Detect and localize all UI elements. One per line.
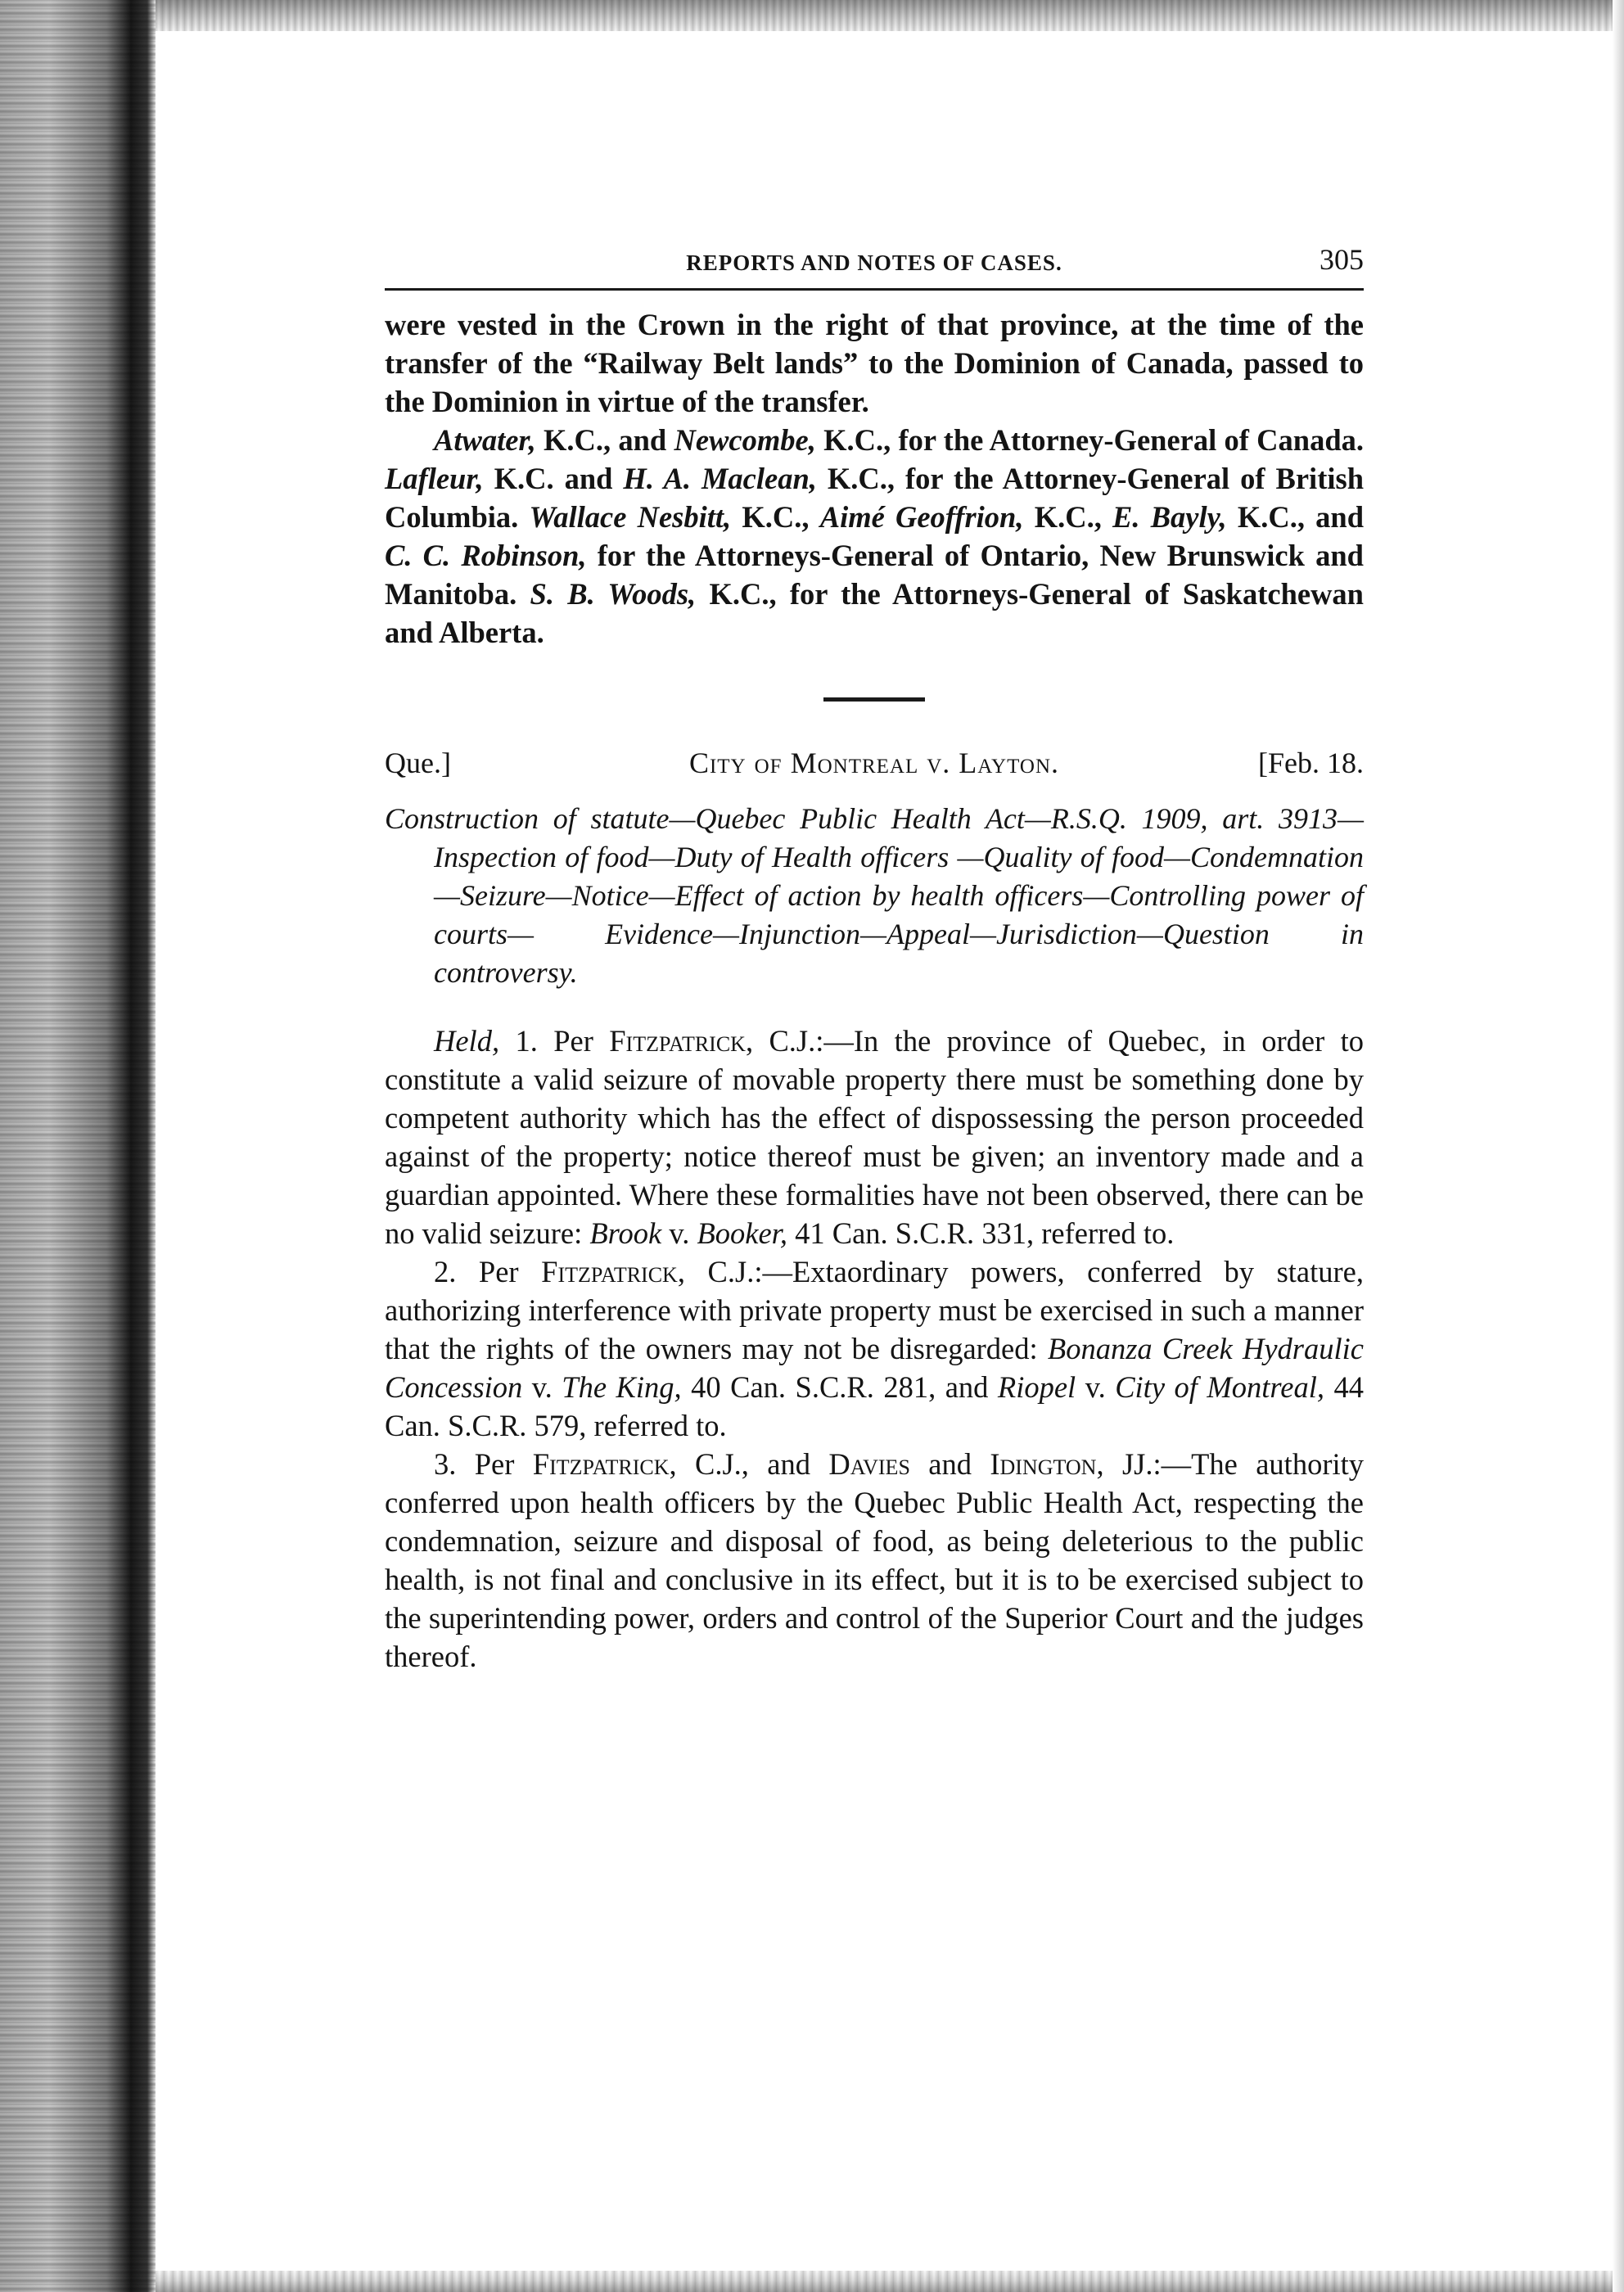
judge-name: Idington [990, 1447, 1097, 1481]
held-text: 3. Per [434, 1447, 533, 1481]
counsel-text: K.C., for the Attorney-General of Canada. [815, 423, 1365, 457]
running-head [385, 242, 1364, 291]
counsel-name: Aimé Geoffrion, [819, 500, 1024, 534]
held-text: 40 Can. S.C.R. 281, and [681, 1370, 998, 1404]
case-court: Que.] [385, 747, 451, 779]
counsel-text: for the Attorneys-General of Ontario, New Brunswick and Manitoba. [385, 539, 1364, 611]
held-text: 44 Can. S.C.R. 579, referred to. [385, 1370, 1364, 1442]
held-paragraph-2 [385, 1252, 1364, 1445]
held-text: v. [661, 1216, 697, 1250]
judge-name: Fitzpatrick [541, 1255, 678, 1288]
held-text: 1. Per [499, 1024, 610, 1058]
held-text: and [909, 1447, 990, 1481]
counsel-name: E. Bayly, [1112, 500, 1227, 534]
page-number: 305 [1320, 243, 1364, 276]
held-text: 41 Can. S.C.R. 331, referred to. [787, 1216, 1175, 1250]
counsel-text: K.C., [1023, 500, 1113, 534]
counsel-text: K.C., for the Attorneys-General of Saskatchewan and Alberta. [385, 577, 1364, 649]
counsel-name: S. B. Woods, [530, 577, 697, 611]
counsel-text: K.C., for the Attorney-General of British Columbia. [385, 462, 1364, 534]
continuation-paragraph: were vested in the Crown in the right of that province, at the time of the transfer of the “Railway Belt lands” to the Dominion of Canada, passed to the Dominion in virtue of the transfer. [385, 308, 1364, 418]
held-paragraph-1 [385, 1022, 1364, 1252]
counsel-text: K.C., and [535, 423, 674, 457]
case-citation: Brook [589, 1216, 662, 1250]
case-citation: Bonanza Creek Hydraulic Concession [385, 1332, 1364, 1404]
counsel-name: Wallace Nesbitt, [529, 500, 732, 534]
case-citation: The King, [562, 1370, 682, 1404]
scan-right-edge [1613, 0, 1624, 2292]
case-date: [Feb. 18. [1258, 747, 1364, 779]
held-text: , C.J.:—Extaordinary powers, conferred by stature, authorizing interference with private property must be exercised in such a manner that the rights of the owners may not be disregarded: [385, 1255, 1364, 1365]
running-title: REPORTS AND NOTES OF CASES. [686, 250, 1062, 275]
held-paragraph-3 [385, 1445, 1364, 1676]
case-citation: City of Montreal, [1115, 1370, 1324, 1404]
held-text: , C.J.:—In the province of Quebec, in order to constitute a valid seizure of movable property there must be something done by competent authority which has the effect of dispossessing the person proceeded against of the property; notice thereof must be given; an inventory made and a guardian appointed. Where these formalities have not been observed, there can be no valid seizure: [385, 1024, 1365, 1250]
judge-name: Fitzpatrick [532, 1447, 670, 1481]
counsel-text: K.C. and [483, 462, 624, 495]
held-text: v. [1076, 1370, 1116, 1404]
judge-name: Davies [828, 1447, 910, 1481]
held-text: 2. Per [434, 1255, 542, 1288]
counsel-paragraph [385, 421, 1364, 652]
case-heading [385, 746, 1364, 785]
scan-top-edge [156, 0, 1624, 31]
held-text: , JJ.:—The authority conferred upon health officers by the Quebec Public Health Act, respecting the condemnation, seizure and disposal of food, as being deleterious to the public health, is not final and conclusive in its effect, but it is to be exercised subject to the superintending power, orders and control of the Superior Court and the judges thereof. [385, 1447, 1365, 1673]
case-citation: Riopel [997, 1370, 1076, 1404]
held-text: v. [522, 1370, 562, 1404]
headnote: Construction of statute—Quebec Public Health Act—R.S.Q. 1909, art. 3913—Inspection of food—Duty of Health officers —Quality of food—Condemnation—Seizure—Notice—Effect of action by health officers—Controlling power of courts— Evidence—Injunction—Appeal—Jurisdiction—Question in controversy. [385, 802, 1364, 989]
scan-bottom-edge [156, 2271, 1624, 2292]
section-divider [823, 697, 925, 702]
document-page [385, 242, 1364, 1676]
counsel-name: Atwater, [434, 423, 536, 457]
scan-binding-edge [0, 0, 156, 2292]
counsel-name: C. C. Robinson, [385, 539, 587, 572]
held-label: Held, [434, 1024, 500, 1058]
counsel-text: K.C., [731, 500, 820, 534]
counsel-name: Lafleur, [385, 462, 484, 495]
case-citation: Booker, [697, 1216, 787, 1250]
held-text: , C.J., and [669, 1447, 829, 1481]
case-name: City of Montreal v. Layton. [688, 747, 1060, 779]
counsel-name: Newcombe, [674, 423, 816, 457]
counsel-text: K.C., and [1226, 500, 1364, 534]
judge-name: Fitzpatrick [609, 1024, 746, 1058]
counsel-name: H. A. Maclean, [623, 462, 817, 495]
